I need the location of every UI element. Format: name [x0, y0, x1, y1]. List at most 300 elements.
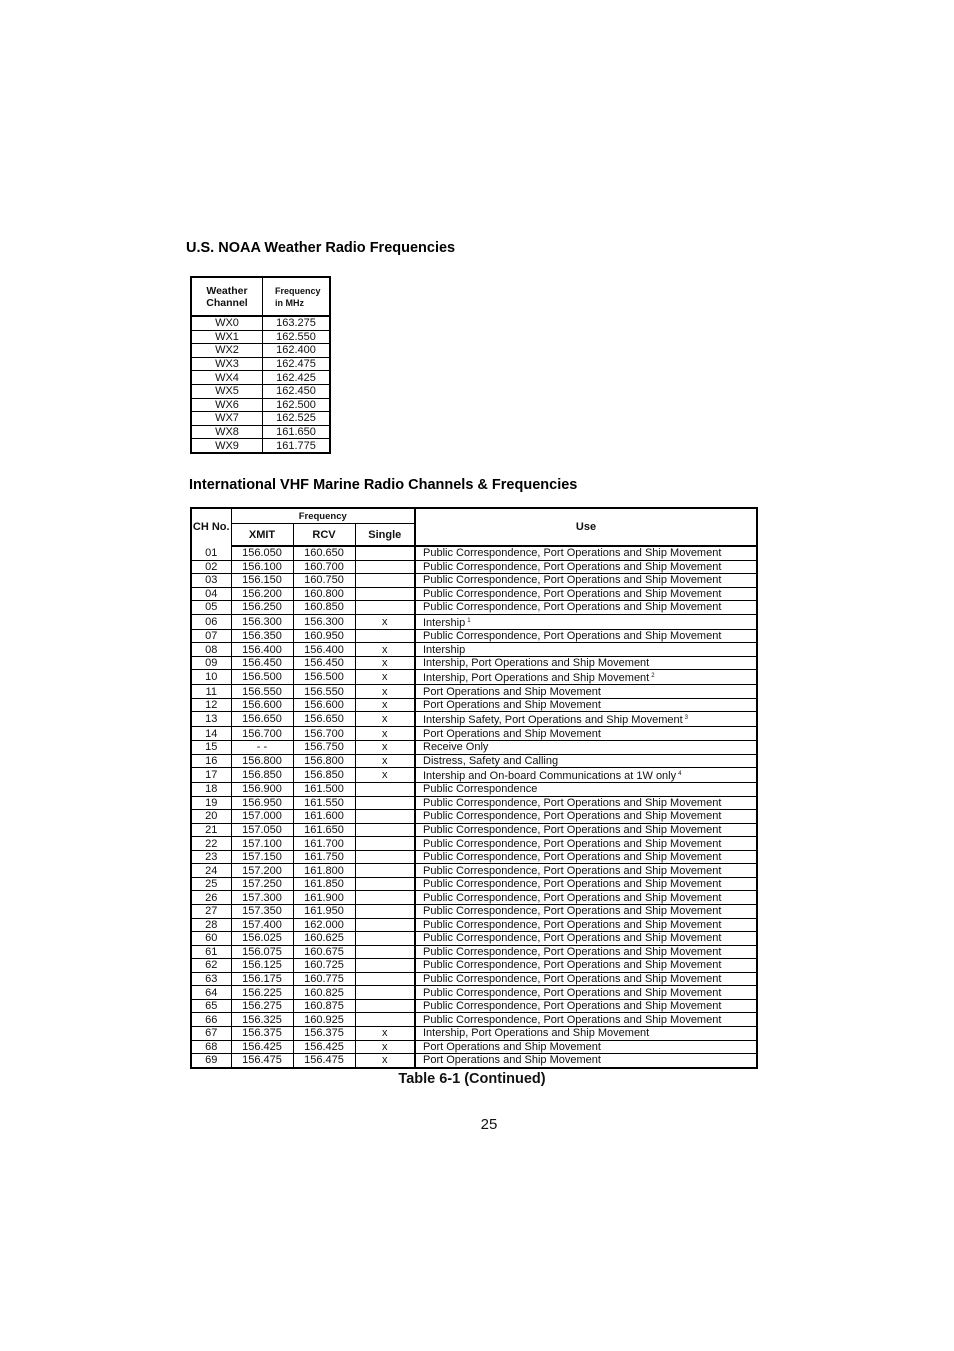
use-text: Public Correspondence, Port Operations and Ship Movement	[423, 1000, 722, 1013]
xmit-cell: 156.325	[231, 1013, 293, 1027]
single-cell	[355, 783, 415, 797]
table-row	[191, 439, 330, 453]
xmit-cell: 157.250	[231, 877, 293, 891]
rcv-header: RCV	[293, 524, 355, 547]
use-text: Public Correspondence, Port Operations and Ship Movement	[423, 918, 722, 931]
table-row	[191, 877, 757, 891]
footnote-marker: 4	[678, 771, 682, 778]
frequency-header: Frequency	[231, 508, 415, 524]
single-cell	[355, 587, 415, 601]
vhf-section-title: International VHF Marine Radio Channels & Frequencies	[189, 477, 578, 493]
use-text: Public Correspondence, Port Operations and Ship Movement	[423, 905, 722, 918]
use-text: Port Operations and Ship Movement	[423, 727, 601, 740]
rcv-cell: 161.800	[293, 864, 355, 878]
weather-frequency-cell: 162.400	[263, 344, 331, 358]
table-row	[191, 783, 757, 797]
table-row	[191, 614, 757, 629]
use-text: Public Correspondence, Port Operations and Ship Movement	[423, 945, 722, 958]
table-row	[191, 972, 757, 986]
rcv-cell: 160.725	[293, 959, 355, 973]
single-cell: x	[355, 614, 415, 629]
xmit-cell: 156.025	[231, 932, 293, 946]
footnote-marker: 1	[467, 617, 471, 624]
use-cell	[415, 837, 757, 851]
table-row	[191, 999, 757, 1013]
xmit-cell: 156.800	[231, 754, 293, 768]
channel-cell: 05	[191, 601, 231, 615]
use-cell	[415, 823, 757, 837]
channel-cell: 14	[191, 727, 231, 741]
table-row	[191, 670, 757, 685]
rcv-cell: 156.700	[293, 727, 355, 741]
table-row	[191, 796, 757, 810]
weather-table-header	[191, 277, 330, 316]
use-cell	[415, 796, 757, 810]
use-header: Use	[415, 508, 757, 546]
rcv-cell: 156.450	[293, 656, 355, 670]
xmit-cell: - -	[231, 741, 293, 755]
xmit-cell: 156.100	[231, 560, 293, 574]
table-row	[191, 344, 330, 358]
use-cell	[415, 587, 757, 601]
use-text: Public Correspondence, Port Operations and Ship Movement	[423, 986, 722, 999]
use-text: Public Correspondence, Port Operations and Ship Movement	[423, 824, 722, 837]
use-cell	[415, 918, 757, 932]
rcv-cell: 156.300	[293, 614, 355, 629]
weather-frequency-cell: 162.525	[263, 412, 331, 426]
rcv-cell: 162.000	[293, 918, 355, 932]
rcv-cell: 160.950	[293, 629, 355, 643]
rcv-cell: 160.700	[293, 560, 355, 574]
use-text: Public Correspondence, Port Operations and Ship Movement	[423, 837, 722, 850]
channel-cell: 19	[191, 796, 231, 810]
rcv-cell: 156.375	[293, 1026, 355, 1040]
single-cell: x	[355, 1040, 415, 1054]
xmit-cell: 156.600	[231, 698, 293, 712]
channel-cell: 17	[191, 768, 231, 783]
channel-cell: 16	[191, 754, 231, 768]
use-cell	[415, 768, 757, 783]
rcv-cell: 156.650	[293, 712, 355, 727]
channel-cell: 25	[191, 877, 231, 891]
weather-frequency-cell: 162.550	[263, 330, 331, 344]
table-row	[191, 316, 330, 330]
xmit-cell: 157.150	[231, 850, 293, 864]
use-text: Public Correspondence	[423, 783, 538, 796]
channel-cell: 60	[191, 932, 231, 946]
use-cell	[415, 1040, 757, 1054]
table-row	[191, 932, 757, 946]
channel-cell: 27	[191, 905, 231, 919]
xmit-cell: 156.425	[231, 1040, 293, 1054]
single-cell: x	[355, 670, 415, 685]
use-text: Public Correspondence, Port Operations and Ship Movement	[423, 810, 722, 823]
xmit-cell: 156.200	[231, 587, 293, 601]
use-text: Intership	[423, 643, 466, 656]
single-cell	[355, 999, 415, 1013]
table-row	[191, 629, 757, 643]
use-cell	[415, 629, 757, 643]
channel-cell: 21	[191, 823, 231, 837]
weather-table-body	[191, 316, 330, 453]
use-cell	[415, 698, 757, 712]
vhf-table-body	[191, 546, 757, 1068]
xmit-cell: 156.375	[231, 1026, 293, 1040]
use-cell	[415, 905, 757, 919]
single-cell: x	[355, 685, 415, 699]
weather-channel-cell: WX5	[191, 384, 263, 398]
use-text: Public Correspondence, Port Operations and Ship Movement	[423, 864, 722, 877]
use-cell	[415, 712, 757, 727]
use-text: Receive Only	[423, 741, 489, 754]
weather-channel-header: Weather Channel	[191, 277, 263, 316]
weather-channel-cell: WX8	[191, 425, 263, 439]
use-text: Port Operations and Ship Movement	[423, 685, 601, 698]
channel-cell: 24	[191, 864, 231, 878]
single-cell	[355, 546, 415, 560]
table-row	[191, 712, 757, 727]
footnote-marker: 3	[684, 715, 688, 722]
weather-frequency-header: Frequency in MHz	[263, 277, 331, 316]
weather-channel-cell: WX1	[191, 330, 263, 344]
channel-cell: 11	[191, 685, 231, 699]
single-cell	[355, 574, 415, 588]
table-row	[191, 768, 757, 783]
single-cell: x	[355, 656, 415, 670]
use-cell	[415, 850, 757, 864]
use-cell	[415, 727, 757, 741]
use-cell	[415, 601, 757, 615]
single-cell	[355, 918, 415, 932]
table-row	[191, 1026, 757, 1040]
xmit-cell: 156.275	[231, 999, 293, 1013]
use-text: Public Correspondence, Port Operations and Ship Movement	[423, 547, 722, 560]
channel-cell: 23	[191, 850, 231, 864]
rcv-cell: 156.750	[293, 741, 355, 755]
single-cell: x	[355, 712, 415, 727]
single-cell	[355, 629, 415, 643]
single-cell: x	[355, 1054, 415, 1068]
table-row	[191, 727, 757, 741]
single-cell	[355, 850, 415, 864]
rcv-cell: 156.850	[293, 768, 355, 783]
table-caption: Table 6-1 (Continued)	[398, 1071, 546, 1087]
use-text: Public Correspondence, Port Operations and Ship Movement	[423, 851, 722, 864]
use-text: Public Correspondence, Port Operations and Ship Movement	[423, 932, 722, 945]
xmit-cell: 157.050	[231, 823, 293, 837]
channel-cell: 10	[191, 670, 231, 685]
use-text: Public Correspondence, Port Operations and Ship Movement	[423, 973, 722, 986]
table-row	[191, 560, 757, 574]
use-text: Public Correspondence, Port Operations and Ship Movement	[423, 601, 722, 614]
use-text: Public Correspondence, Port Operations and Ship Movement	[423, 796, 722, 809]
rcv-cell: 161.950	[293, 905, 355, 919]
use-cell	[415, 877, 757, 891]
rcv-cell: 161.600	[293, 810, 355, 824]
single-cell	[355, 932, 415, 946]
single-cell: x	[355, 768, 415, 783]
weather-frequency-cell: 161.650	[263, 425, 331, 439]
channel-cell: 64	[191, 986, 231, 1000]
table-row	[191, 425, 330, 439]
single-cell: x	[355, 698, 415, 712]
use-text: Intership, Port Operations and Ship Movement	[423, 672, 650, 685]
xmit-cell: 157.100	[231, 837, 293, 851]
channel-cell: 01	[191, 546, 231, 560]
xmit-cell: 156.950	[231, 796, 293, 810]
rcv-cell: 160.625	[293, 932, 355, 946]
weather-channel-cell: WX0	[191, 316, 263, 330]
use-cell	[415, 1013, 757, 1027]
table-row	[191, 384, 330, 398]
use-text: Public Correspondence, Port Operations and Ship Movement	[423, 891, 722, 904]
xmit-cell: 156.350	[231, 629, 293, 643]
xmit-cell: 156.300	[231, 614, 293, 629]
use-cell	[415, 783, 757, 797]
vhf-table-header-row	[191, 508, 757, 524]
weather-channel-cell: WX7	[191, 412, 263, 426]
table-row	[191, 986, 757, 1000]
single-cell	[355, 560, 415, 574]
table-row	[191, 587, 757, 601]
rcv-cell: 161.850	[293, 877, 355, 891]
xmit-cell: 156.150	[231, 574, 293, 588]
use-cell	[415, 643, 757, 657]
weather-channel-cell: WX6	[191, 398, 263, 412]
use-text: Intership, Port Operations and Ship Movement	[423, 1027, 650, 1040]
table-row	[191, 1013, 757, 1027]
rcv-cell: 160.750	[293, 574, 355, 588]
xmit-cell: 157.400	[231, 918, 293, 932]
rcv-cell: 160.800	[293, 587, 355, 601]
use-cell	[415, 560, 757, 574]
single-cell: x	[355, 754, 415, 768]
rcv-cell: 160.875	[293, 999, 355, 1013]
table-row	[191, 1054, 757, 1068]
rcv-cell: 156.425	[293, 1040, 355, 1054]
xmit-cell: 156.450	[231, 656, 293, 670]
xmit-cell: 156.500	[231, 670, 293, 685]
channel-cell: 22	[191, 837, 231, 851]
footnote-marker: 2	[651, 673, 655, 680]
table-row	[191, 864, 757, 878]
xmit-cell: 156.050	[231, 546, 293, 560]
weather-frequency-cell: 161.775	[263, 439, 331, 453]
use-cell	[415, 685, 757, 699]
single-cell	[355, 972, 415, 986]
weather-frequency-cell: 162.475	[263, 357, 331, 371]
use-cell	[415, 656, 757, 670]
xmit-cell: 157.200	[231, 864, 293, 878]
table-row	[191, 398, 330, 412]
channel-cell: 65	[191, 999, 231, 1013]
table-row	[191, 643, 757, 657]
use-text: Intership and On-board Communications at 1W only	[423, 770, 677, 783]
xmit-cell: 157.300	[231, 891, 293, 905]
use-cell	[415, 1026, 757, 1040]
use-text: Public Correspondence, Port Operations and Ship Movement	[423, 878, 722, 891]
rcv-cell: 156.500	[293, 670, 355, 685]
table-row	[191, 959, 757, 973]
use-text: Port Operations and Ship Movement	[423, 699, 601, 712]
channel-cell: 15	[191, 741, 231, 755]
single-cell	[355, 905, 415, 919]
vhf-channel-table	[190, 507, 758, 1069]
channel-cell: 07	[191, 629, 231, 643]
rcv-cell: 160.925	[293, 1013, 355, 1027]
use-text: Public Correspondence, Port Operations and Ship Movement	[423, 560, 722, 573]
xmit-cell: 156.175	[231, 972, 293, 986]
rcv-cell: 156.600	[293, 698, 355, 712]
xmit-cell: 156.075	[231, 945, 293, 959]
single-cell	[355, 959, 415, 973]
channel-cell: 09	[191, 656, 231, 670]
weather-frequency-cell: 163.275	[263, 316, 331, 330]
rcv-cell: 156.400	[293, 643, 355, 657]
channel-cell: 68	[191, 1040, 231, 1054]
channel-cell: 61	[191, 945, 231, 959]
single-cell	[355, 986, 415, 1000]
weather-channel-cell: WX2	[191, 344, 263, 358]
channel-cell: 28	[191, 918, 231, 932]
xmit-cell: 157.000	[231, 810, 293, 824]
table-row	[191, 918, 757, 932]
use-text: Public Correspondence, Port Operations and Ship Movement	[423, 1013, 722, 1026]
channel-cell: 20	[191, 810, 231, 824]
xmit-cell: 156.400	[231, 643, 293, 657]
rcv-cell: 156.800	[293, 754, 355, 768]
table-row	[191, 412, 330, 426]
weather-frequency-cell: 162.450	[263, 384, 331, 398]
single-cell: x	[355, 727, 415, 741]
xmit-cell: 156.550	[231, 685, 293, 699]
rcv-cell: 160.850	[293, 601, 355, 615]
use-cell	[415, 754, 757, 768]
weather-channel-cell: WX3	[191, 357, 263, 371]
channel-cell: 67	[191, 1026, 231, 1040]
use-cell	[415, 614, 757, 629]
single-cell	[355, 601, 415, 615]
use-text: Public Correspondence, Port Operations and Ship Movement	[423, 587, 722, 600]
weather-section-title: U.S. NOAA Weather Radio Frequencies	[186, 240, 456, 256]
weather-frequency-cell: 162.500	[263, 398, 331, 412]
xmit-cell: 156.225	[231, 986, 293, 1000]
rcv-cell: 161.500	[293, 783, 355, 797]
use-text: Intership	[423, 616, 466, 629]
table-row	[191, 371, 330, 385]
single-cell	[355, 891, 415, 905]
use-text: Port Operations and Ship Movement	[423, 1054, 601, 1067]
table-row	[191, 810, 757, 824]
channel-cell: 04	[191, 587, 231, 601]
single-cell: x	[355, 643, 415, 657]
xmit-cell: 156.700	[231, 727, 293, 741]
use-text: Intership Safety, Port Operations and Ship Movement	[423, 714, 683, 727]
use-cell	[415, 932, 757, 946]
channel-cell: 66	[191, 1013, 231, 1027]
rcv-cell: 161.700	[293, 837, 355, 851]
rcv-cell: 161.750	[293, 850, 355, 864]
use-cell	[415, 959, 757, 973]
channel-cell: 06	[191, 614, 231, 629]
single-cell	[355, 823, 415, 837]
table-row	[191, 685, 757, 699]
table-row	[191, 837, 757, 851]
use-cell	[415, 972, 757, 986]
xmit-cell: 156.250	[231, 601, 293, 615]
rcv-cell: 156.475	[293, 1054, 355, 1068]
table-row	[191, 330, 330, 344]
use-text: Port Operations and Ship Movement	[423, 1040, 601, 1053]
table-row	[191, 1040, 757, 1054]
rcv-cell: 160.775	[293, 972, 355, 986]
table-row	[191, 945, 757, 959]
ch-no-header: CH No.	[191, 508, 231, 546]
weather-channel-cell: WX9	[191, 439, 263, 453]
weather-frequency-cell: 162.425	[263, 371, 331, 385]
page-number: 25	[480, 1116, 498, 1133]
single-cell: x	[355, 1026, 415, 1040]
use-text: Public Correspondence, Port Operations and Ship Movement	[423, 630, 722, 642]
single-cell	[355, 864, 415, 878]
single-cell	[355, 810, 415, 824]
table-row	[191, 357, 330, 371]
channel-cell: 02	[191, 560, 231, 574]
table-row	[191, 823, 757, 837]
channel-cell: 62	[191, 959, 231, 973]
table-row	[191, 891, 757, 905]
table-row	[191, 574, 757, 588]
channel-cell: 08	[191, 643, 231, 657]
channel-cell: 13	[191, 712, 231, 727]
use-cell	[415, 891, 757, 905]
xmit-cell: 156.125	[231, 959, 293, 973]
use-cell	[415, 546, 757, 560]
rcv-cell: 161.650	[293, 823, 355, 837]
xmit-cell: 156.650	[231, 712, 293, 727]
xmit-cell: 157.350	[231, 905, 293, 919]
use-cell	[415, 986, 757, 1000]
channel-cell: 69	[191, 1054, 231, 1068]
rcv-cell: 161.550	[293, 796, 355, 810]
single-cell	[355, 837, 415, 851]
single-cell	[355, 877, 415, 891]
use-cell	[415, 945, 757, 959]
use-cell	[415, 574, 757, 588]
use-text: Distress, Safety and Calling	[423, 754, 559, 767]
table-row	[191, 656, 757, 670]
table-row	[191, 546, 757, 560]
use-cell	[415, 999, 757, 1013]
use-text: Intership, Port Operations and Ship Movement	[423, 657, 650, 670]
table-row	[191, 905, 757, 919]
xmit-header: XMIT	[231, 524, 293, 547]
single-header: Single	[355, 524, 415, 547]
single-cell: x	[355, 741, 415, 755]
table-row	[191, 850, 757, 864]
single-cell	[355, 796, 415, 810]
table-row	[191, 601, 757, 615]
single-cell	[355, 1013, 415, 1027]
single-cell	[355, 945, 415, 959]
use-cell	[415, 810, 757, 824]
channel-cell: 03	[191, 574, 231, 588]
use-cell	[415, 1054, 757, 1068]
xmit-cell: 156.475	[231, 1054, 293, 1068]
channel-cell: 12	[191, 698, 231, 712]
table-row	[191, 741, 757, 755]
rcv-cell: 161.900	[293, 891, 355, 905]
